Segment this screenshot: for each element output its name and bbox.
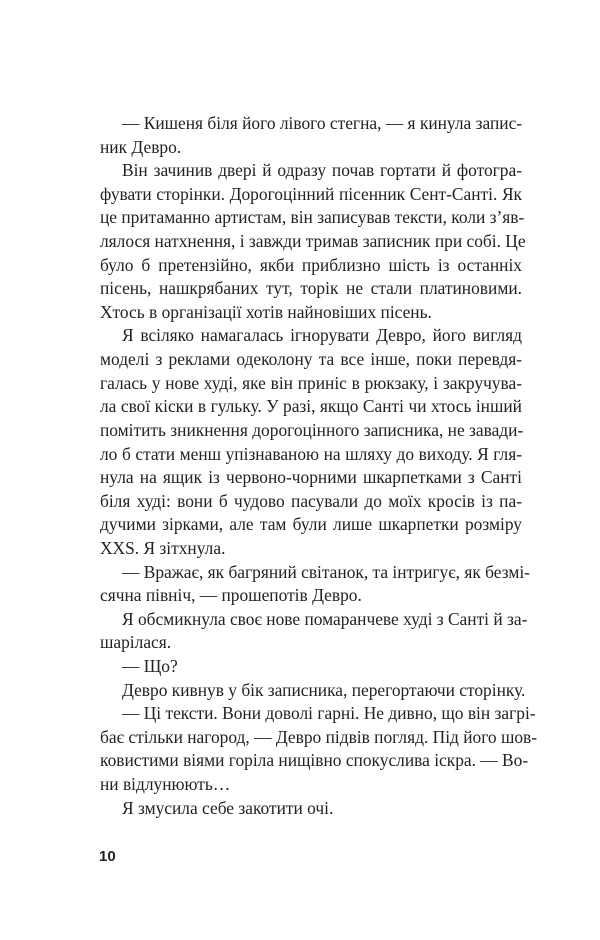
- text-line: Хтось в організації хотів найновіших пісень.: [100, 301, 432, 322]
- book-page-text: [100, 112, 538, 820]
- text-line: нула на ящик із червоно-чорними шкарпетками з Санті: [100, 467, 522, 488]
- text-line: Я обсмикнула своє нове помаранчеве худі з Санті й за-: [122, 608, 528, 629]
- text-line: дучими зірками, але там були лише шкарпетки розміру: [100, 514, 522, 535]
- text-line: Я всіляко намагалась ігнорувати Девро, його вигляд: [122, 325, 522, 346]
- paragraph: [100, 159, 526, 324]
- text-line: XXS. Я зітхнула.: [100, 537, 226, 558]
- text-line: це притаманно артистам, він записував тексти, коли з’яв-: [100, 207, 525, 228]
- text-line: лялося натхнення, і завжди тримав записник при собі. Це: [100, 231, 526, 252]
- text-line: ковистими віями горіла нищівно спокуслива іскра. — Во-: [100, 750, 529, 771]
- text-line: Він зачинив двері й одразу почав гортати й фотогра-: [122, 160, 522, 181]
- paragraph: [100, 679, 526, 703]
- text-line: моделі з реклами одеколону та все інше, поки перевдя-: [100, 349, 522, 370]
- text-line: пісень, нашкрябаних тут, торік не стали платиновими.: [100, 278, 522, 299]
- text-line: шарілася.: [100, 632, 172, 653]
- page-number: 10: [99, 848, 116, 865]
- text-line: бає стільки нагород, — Девро підвів погляд. Під його шов-: [100, 726, 538, 747]
- text-line: ла свої кіски в гульку. У разі, якщо Санті чи хтось інший: [100, 396, 522, 417]
- paragraph: [100, 324, 522, 560]
- text-line: Я змусила себе закотити очі.: [122, 797, 334, 818]
- text-line: Девро кивнув у бік записника, перегортаючи сторінку.: [122, 679, 526, 700]
- text-line: галась у нове худі, яке він приніс в рюкзаку, і закручува-: [100, 372, 522, 393]
- text-line: сячна північ, — прошепотів Девро.: [100, 585, 362, 606]
- paragraph: [100, 655, 522, 679]
- paragraph: [100, 561, 530, 608]
- text-line: біля худі: вони б чудово пасували до моїх кросів із па-: [100, 490, 522, 511]
- text-line: — Ці тексти. Вони доволі гарні. Не дивно, що він загрі-: [122, 703, 536, 724]
- text-line: — Кишеня біля його лівого стегна, — я кинула запис-: [122, 113, 523, 133]
- paragraph: [100, 702, 538, 796]
- paragraph: [100, 112, 522, 159]
- paragraph: [100, 608, 528, 655]
- text-line: — Вражає, як багряний світанок, та інтригує, як безмі-: [122, 561, 530, 582]
- text-line: фувати сторінки. Дорогоцінний пісенник Сент-Санті. Як: [100, 183, 522, 204]
- text-line: помітить зникнення дорогоцінного записника, не завади-: [100, 419, 524, 440]
- text-line: — Що?: [122, 656, 178, 677]
- text-line: ник Девро.: [100, 136, 182, 157]
- text-line: було б претензійно, якби приблизно шість із останніх: [100, 254, 522, 275]
- text-line: ло б стати менш упізнаваною на шляху до виходу. Я гля-: [100, 443, 522, 464]
- paragraph: [100, 797, 522, 821]
- text-line: ни відлунюють…: [100, 774, 231, 795]
